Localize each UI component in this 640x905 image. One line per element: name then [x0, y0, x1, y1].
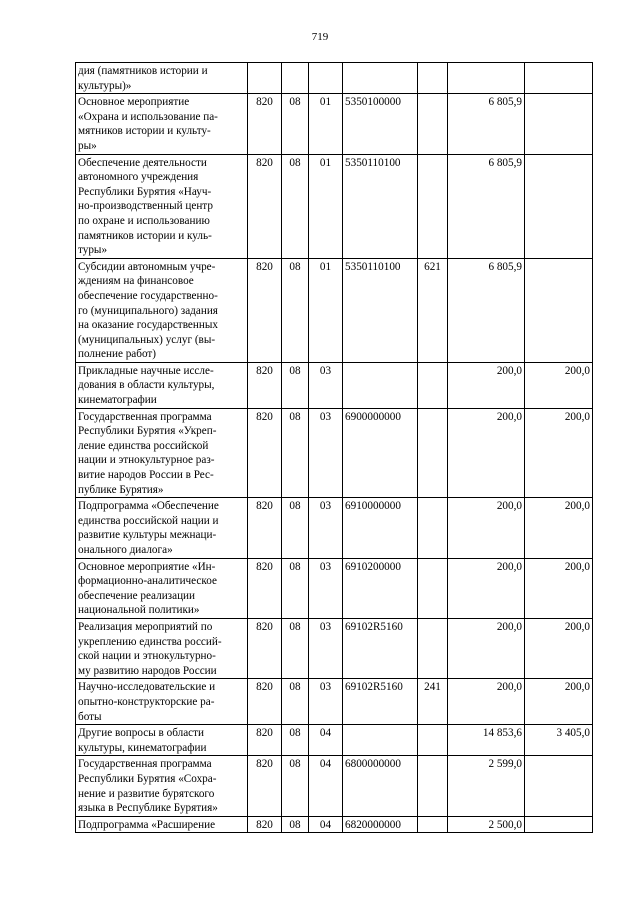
subsection-code-cell: 03 — [309, 408, 343, 498]
item-name-line: витие народов России в Рес- — [78, 469, 214, 482]
item-name-line: полнение работ) — [78, 348, 157, 361]
target-article-cell — [343, 362, 418, 408]
item-name-line: нации и этнокультурное раз- — [78, 454, 215, 467]
section-code-cell: 08 — [282, 679, 309, 725]
item-name-cell — [76, 498, 248, 558]
item-name-line: Другие вопросы в области — [78, 727, 205, 740]
expense-type-cell: 241 — [418, 679, 448, 725]
item-name-line: языка в Республике Бурятия» — [78, 802, 218, 815]
section-code-cell — [282, 63, 309, 94]
item-name-line: боты — [78, 710, 102, 723]
table-row — [76, 362, 593, 408]
item-name-cell — [76, 154, 248, 258]
item-name-line: Основное мероприятие «Ин- — [78, 560, 216, 573]
amount-1-cell: 200,0 — [448, 618, 525, 678]
expense-type-cell — [418, 154, 448, 258]
item-name-line: кинематографии — [78, 394, 157, 407]
admin-code-cell: 820 — [248, 258, 282, 362]
page-number: 719 — [311, 31, 329, 43]
amount-2-cell — [525, 756, 593, 816]
expense-type-cell — [418, 362, 448, 408]
item-name-line: по охране и использованию — [78, 214, 210, 227]
expense-type-cell — [418, 558, 448, 618]
amount-1-cell: 200,0 — [448, 558, 525, 618]
section-code-cell: 08 — [282, 816, 309, 833]
item-name-cell — [76, 725, 248, 756]
section-code-cell: 08 — [282, 258, 309, 362]
subsection-code-cell: 03 — [309, 362, 343, 408]
admin-code-cell — [248, 63, 282, 94]
item-name-line: единства российской нации и — [78, 514, 219, 527]
table-row — [76, 756, 593, 816]
item-name-line: Республики Бурятия «Укреп- — [78, 425, 217, 438]
expense-type-cell — [418, 816, 448, 833]
amount-2-cell: 200,0 — [525, 362, 593, 408]
item-name-line: го (муниципального) задания — [78, 304, 218, 317]
amount-1-cell: 200,0 — [448, 362, 525, 408]
subsection-code-cell: 03 — [309, 679, 343, 725]
expense-type-cell: 621 — [418, 258, 448, 362]
expense-type-cell — [418, 63, 448, 94]
section-code-cell: 08 — [282, 558, 309, 618]
table-row — [76, 408, 593, 498]
expense-type-cell — [418, 408, 448, 498]
amount-2-cell: 200,0 — [525, 408, 593, 498]
target-article-cell — [343, 63, 418, 94]
subsection-code-cell: 01 — [309, 154, 343, 258]
item-name-line: обеспечение государственно- — [78, 289, 218, 302]
item-name-line: автономного учреждения — [78, 171, 199, 184]
table-row — [76, 498, 593, 558]
item-name-line: культуры, кинематографии — [78, 741, 207, 754]
item-name-line: му развитию народов России — [78, 664, 217, 677]
amount-1-cell: 200,0 — [448, 498, 525, 558]
amount-1-cell: 6 805,9 — [448, 154, 525, 258]
admin-code-cell: 820 — [248, 618, 282, 678]
admin-code-cell: 820 — [248, 558, 282, 618]
admin-code-cell: 820 — [248, 154, 282, 258]
subsection-code-cell: 04 — [309, 816, 343, 833]
item-name-cell — [76, 816, 248, 833]
item-name-line: обеспечение реализации — [78, 589, 196, 602]
section-code-cell: 08 — [282, 408, 309, 498]
item-name-line: Государственная программа — [78, 758, 212, 771]
section-code-cell: 08 — [282, 498, 309, 558]
section-code-cell: 08 — [282, 362, 309, 408]
item-name-line: «Охрана и использование па- — [78, 110, 218, 123]
amount-2-cell — [525, 258, 593, 362]
item-name-line: опытно-конструкторские ра- — [78, 695, 215, 708]
item-name-line: Реализация мероприятий по — [78, 620, 213, 633]
item-name-line: Подпрограмма «Расширение — [78, 818, 216, 831]
amount-1-cell: 200,0 — [448, 679, 525, 725]
item-name-line: Республики Бурятия «Науч- — [78, 185, 212, 198]
amount-1-cell — [448, 63, 525, 94]
amount-1-cell: 2 500,0 — [448, 816, 525, 833]
expense-type-cell — [418, 498, 448, 558]
admin-code-cell: 820 — [248, 498, 282, 558]
item-name-line: ждениям на финансовое — [78, 275, 194, 288]
amount-2-cell — [525, 63, 593, 94]
target-article-cell: 69102R5160 — [343, 679, 418, 725]
admin-code-cell: 820 — [248, 725, 282, 756]
item-name-line: Субсидии автономным учре- — [78, 260, 216, 273]
admin-code-cell: 820 — [248, 679, 282, 725]
target-article-cell: 5350110100 — [343, 258, 418, 362]
target-article-cell: 5350100000 — [343, 94, 418, 154]
amount-1-cell: 6 805,9 — [448, 94, 525, 154]
item-name-line: публике Бурятия» — [78, 483, 164, 496]
section-code-cell: 08 — [282, 618, 309, 678]
admin-code-cell: 820 — [248, 362, 282, 408]
admin-code-cell: 820 — [248, 816, 282, 833]
subsection-code-cell: 03 — [309, 558, 343, 618]
item-name-line: национальной политики» — [78, 604, 200, 617]
item-name-line: (муниципальных) услуг (вы- — [78, 333, 216, 346]
table-row — [76, 816, 593, 833]
admin-code-cell: 820 — [248, 408, 282, 498]
item-name-line: дования в области культуры, — [78, 379, 215, 392]
item-name-line: укреплению единства россий- — [78, 635, 222, 648]
section-code-cell: 08 — [282, 94, 309, 154]
expense-type-cell — [418, 725, 448, 756]
budget-table — [75, 62, 593, 833]
item-name-line: мятников истории и культу- — [78, 125, 211, 138]
item-name-line: памятников истории и куль- — [78, 229, 212, 242]
target-article-cell: 6800000000 — [343, 756, 418, 816]
table-row — [76, 258, 593, 362]
section-code-cell: 08 — [282, 756, 309, 816]
item-name-line: Республики Бурятия «Сохра- — [78, 772, 217, 785]
subsection-code-cell — [309, 63, 343, 94]
amount-1-cell: 200,0 — [448, 408, 525, 498]
item-name-cell — [76, 756, 248, 816]
target-article-cell — [343, 725, 418, 756]
item-name-cell — [76, 258, 248, 362]
subsection-code-cell: 03 — [309, 498, 343, 558]
item-name-cell — [76, 63, 248, 94]
table-row — [76, 94, 593, 154]
item-name-line: Подпрограмма «Обеспечение — [78, 500, 219, 513]
item-name-line: Прикладные научные иссле- — [78, 364, 214, 377]
target-article-cell: 6820000000 — [343, 816, 418, 833]
item-name-cell — [76, 679, 248, 725]
amount-2-cell: 200,0 — [525, 618, 593, 678]
target-article-cell: 6910000000 — [343, 498, 418, 558]
subsection-code-cell: 01 — [309, 258, 343, 362]
table-row — [76, 154, 593, 258]
item-name-cell — [76, 362, 248, 408]
expense-type-cell — [418, 618, 448, 678]
table-row — [76, 725, 593, 756]
item-name-line: развитие культуры межнаци- — [78, 529, 217, 542]
subsection-code-cell: 03 — [309, 618, 343, 678]
admin-code-cell: 820 — [248, 94, 282, 154]
amount-2-cell — [525, 816, 593, 833]
amount-2-cell: 200,0 — [525, 498, 593, 558]
table-row — [76, 558, 593, 618]
target-article-cell: 6910200000 — [343, 558, 418, 618]
item-name-line: дия (памятников истории и — [78, 65, 208, 77]
amount-2-cell — [525, 154, 593, 258]
item-name-line: Научно-исследовательские и — [78, 681, 216, 694]
item-name-line: онального диалога» — [78, 544, 173, 556]
expense-type-cell — [418, 94, 448, 154]
item-name-line: Государственная программа — [78, 410, 212, 423]
subsection-code-cell: 04 — [309, 725, 343, 756]
amount-1-cell: 2 599,0 — [448, 756, 525, 816]
admin-code-cell: 820 — [248, 756, 282, 816]
item-name-cell — [76, 558, 248, 618]
amount-2-cell: 200,0 — [525, 679, 593, 725]
amount-2-cell: 200,0 — [525, 558, 593, 618]
table-row — [76, 618, 593, 678]
item-name-line: но-производственный центр — [78, 200, 213, 213]
item-name-line: ление единства российской — [78, 439, 209, 452]
item-name-line: ры» — [78, 139, 97, 152]
item-name-cell — [76, 408, 248, 498]
item-name-line: туры» — [78, 244, 108, 257]
expense-type-cell — [418, 756, 448, 816]
item-name-line: ской нации и этнокультурно- — [78, 650, 216, 663]
section-code-cell: 08 — [282, 154, 309, 258]
subsection-code-cell: 01 — [309, 94, 343, 154]
section-code-cell: 08 — [282, 725, 309, 756]
amount-1-cell: 14 853,6 — [448, 725, 525, 756]
amount-2-cell: 3 405,0 — [525, 725, 593, 756]
item-name-line: на оказание государственных — [78, 319, 218, 332]
subsection-code-cell: 04 — [309, 756, 343, 816]
table-row — [76, 679, 593, 725]
item-name-line: культуры)» — [78, 79, 132, 92]
item-name-line: Основное мероприятие — [78, 96, 190, 109]
item-name-line: формационно-аналитическое — [78, 575, 217, 588]
item-name-cell — [76, 94, 248, 154]
target-article-cell: 6900000000 — [343, 408, 418, 498]
amount-2-cell — [525, 94, 593, 154]
target-article-cell: 69102R5160 — [343, 618, 418, 678]
item-name-line: Обеспечение деятельности — [78, 156, 207, 169]
table-row — [76, 63, 593, 94]
amount-1-cell: 6 805,9 — [448, 258, 525, 362]
target-article-cell: 5350110100 — [343, 154, 418, 258]
item-name-line: нение и развитие бурятского — [78, 787, 215, 800]
item-name-cell — [76, 618, 248, 678]
